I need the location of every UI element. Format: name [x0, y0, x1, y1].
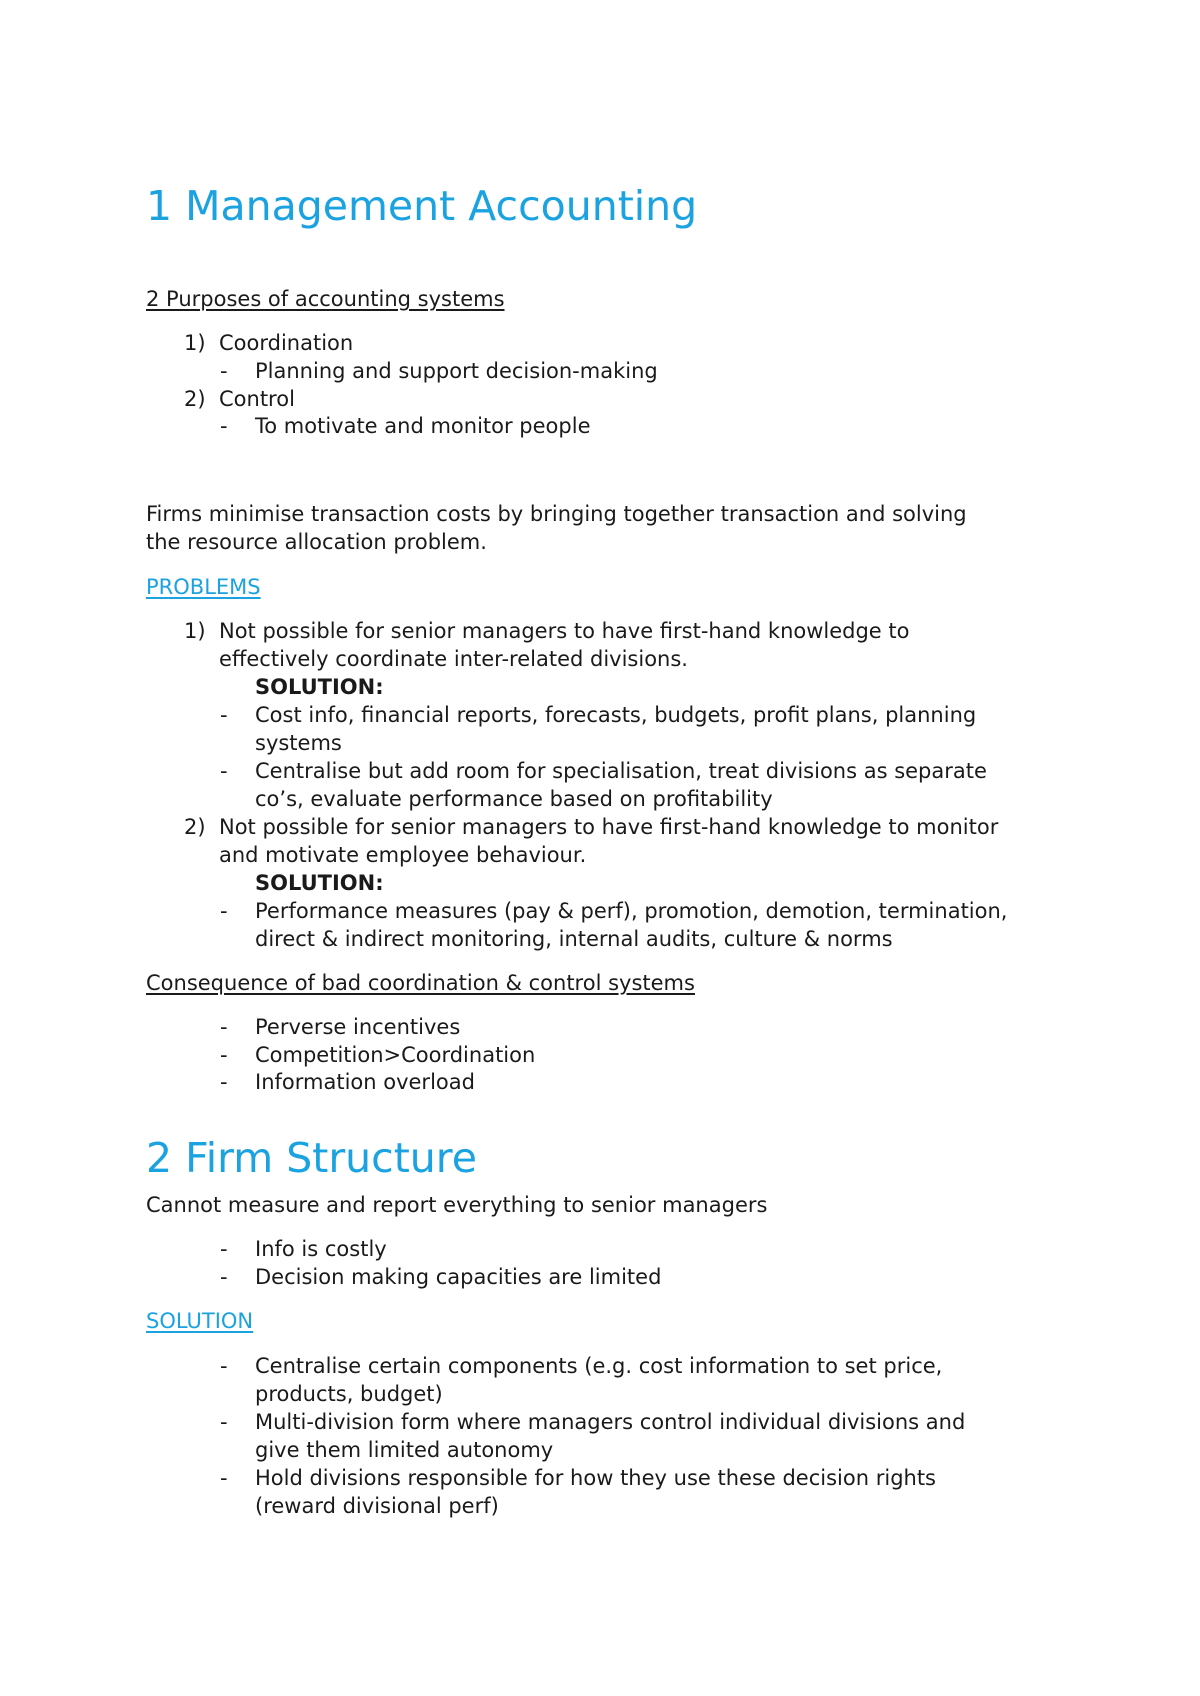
list-number: 1): [184, 619, 206, 643]
bullet-dash: -: [220, 359, 228, 383]
heading-firm-structure: 2 Firm Structure: [146, 1134, 477, 1182]
consequence-title: Consequence of bad coordination & control systems: [146, 971, 695, 995]
bullet-item: Information overload: [255, 1070, 475, 1094]
bullet-item: direct & indirect monitoring, internal audits, culture & norms: [255, 927, 893, 951]
bullet-item: Planning and support decision-making: [255, 359, 658, 383]
bullet-item: Cost info, financial reports, forecasts, budgets, profit plans, planning: [255, 703, 977, 727]
list-number: 2): [184, 387, 206, 411]
bullet-dash: -: [220, 1015, 228, 1039]
purposes-title: 2 Purposes of accounting systems: [146, 287, 505, 311]
bullet-item: Perverse incentives: [255, 1015, 461, 1039]
bullet-item: To motivate and monitor people: [255, 414, 591, 438]
paragraph-line: Firms minimise transaction costs by bringing together transaction and solving: [146, 502, 967, 526]
bullet-dash: -: [220, 1237, 228, 1261]
solution-label: SOLUTION:: [255, 675, 384, 699]
problem-text: Not possible for senior managers to have first-hand knowledge to: [219, 619, 910, 643]
bullet-dash: -: [220, 1265, 228, 1289]
bullet-dash: -: [220, 899, 228, 923]
bullet-item: co’s, evaluate performance based on profitability: [255, 787, 773, 811]
bullet-item: Centralise certain components (e.g. cost information to set price,: [255, 1354, 943, 1378]
bullet-dash: -: [220, 703, 228, 727]
bullet-item: products, budget): [255, 1382, 443, 1406]
list-item-coordination: Coordination: [219, 331, 354, 355]
bullet-dash: -: [220, 759, 228, 783]
problem-text: and motivate employee behaviour.: [219, 843, 587, 867]
bullet-item: Decision making capacities are limited: [255, 1265, 662, 1289]
bullet-item: give them limited autonomy: [255, 1438, 554, 1462]
list-number: 2): [184, 815, 206, 839]
problems-link[interactable]: PROBLEMS: [146, 575, 261, 599]
problem-text: Not possible for senior managers to have first-hand knowledge to monitor: [219, 815, 999, 839]
bullet-dash: -: [220, 1070, 228, 1094]
bullet-dash: -: [220, 1043, 228, 1067]
bullet-dash: -: [220, 1466, 228, 1490]
bullet-item: Competition>Coordination: [255, 1043, 536, 1067]
bullet-item: Performance measures (pay & perf), promotion, demotion, termination,: [255, 899, 1008, 923]
bullet-item: Info is costly: [255, 1237, 387, 1261]
list-item-control: Control: [219, 387, 295, 411]
list-number: 1): [184, 331, 206, 355]
bullet-item: (reward divisional perf): [255, 1494, 499, 1518]
bullet-dash: -: [220, 1354, 228, 1378]
bullet-dash: -: [220, 414, 228, 438]
solution-link[interactable]: SOLUTION: [146, 1309, 254, 1333]
problem-text: effectively coordinate inter-related divisions.: [219, 647, 688, 671]
bullet-item: systems: [255, 731, 342, 755]
paragraph-line: the resource allocation problem.: [146, 530, 487, 554]
paragraph-line: Cannot measure and report everything to senior managers: [146, 1193, 768, 1217]
heading-management-accounting: 1 Management Accounting: [146, 182, 698, 230]
bullet-item: Multi-division form where managers control individual divisions and: [255, 1410, 966, 1434]
solution-label: SOLUTION:: [255, 871, 384, 895]
bullet-item: Hold divisions responsible for how they use these decision rights: [255, 1466, 937, 1490]
bullet-dash: -: [220, 1410, 228, 1434]
bullet-item: Centralise but add room for specialisation, treat divisions as separate: [255, 759, 987, 783]
